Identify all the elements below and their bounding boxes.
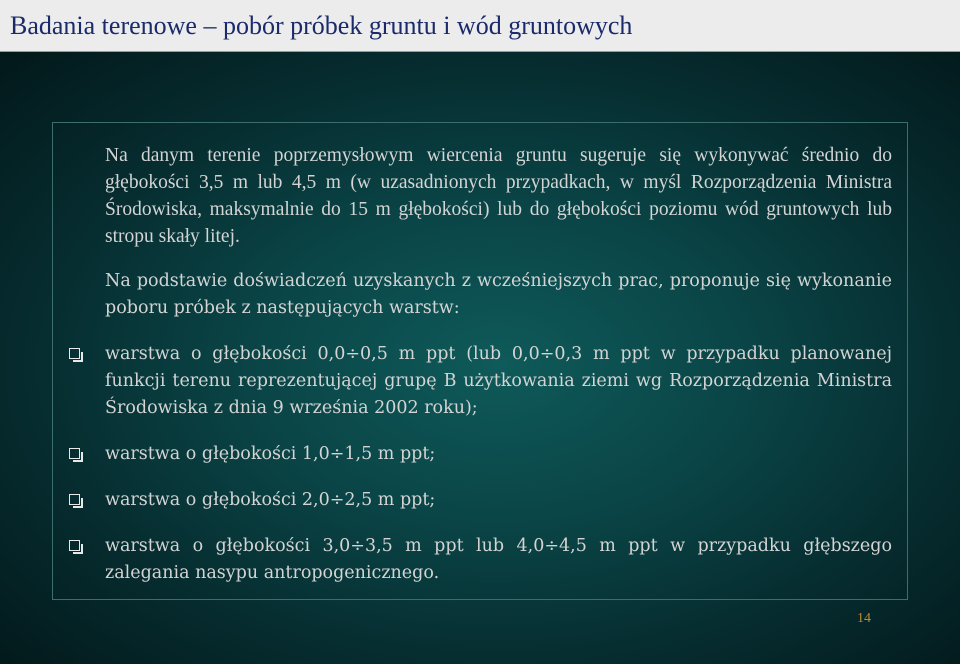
bullet-square-icon xyxy=(69,348,80,359)
title-bar xyxy=(0,0,960,52)
paragraph-drilling-depth: Na danym terenie poprzemysłowym wiercenia gruntu sugeruje się wykonywać średnio do głębokości 3,5 m lub 4,5 m (w uzasadnionych przypadkach, w myśl Rozporządzenia Ministra Środowiska, maksymalnie do 15 m głębokości) lub do głębokości poziomu wód gruntowych lub stropu skały litej. xyxy=(105,145,892,247)
bullet-item-layer-3: warstwa o głębokości 2,0÷2,5 m ppt; xyxy=(105,490,436,510)
bullet-square-icon xyxy=(69,494,80,505)
paragraph-sampling-intro: Na podstawie doświadczeń uzyskanych z wcześniejszych prac, proponuje się wykonanie poboru próbek z następujących warstw: xyxy=(105,271,892,318)
bullet-item-layer-1: warstwa o głębokości 0,0÷0,5 m ppt (lub 0,0÷0,3 m ppt w przypadku planowanej funkcji terenu reprezentującej grupę B użytkowania ziemi wg Rozporządzenia Ministra Środowiska z dnia 9 września 2002 roku); xyxy=(105,344,892,418)
bullet-item-layer-2: warstwa o głębokości 1,0÷1,5 m ppt; xyxy=(105,444,436,464)
bullet-square-icon xyxy=(69,540,80,551)
bullet-square-icon xyxy=(69,448,80,459)
page-number: 14 xyxy=(857,611,871,626)
slide-title: Badania terenowe – pobór próbek gruntu i wód gruntowych xyxy=(10,11,633,40)
bullet-item-layer-4: warstwa o głębokości 3,0÷3,5 m ppt lub 4,0÷4,5 m ppt w przypadku głębszego zalegania nasypu antropogenicznego. xyxy=(105,536,892,583)
